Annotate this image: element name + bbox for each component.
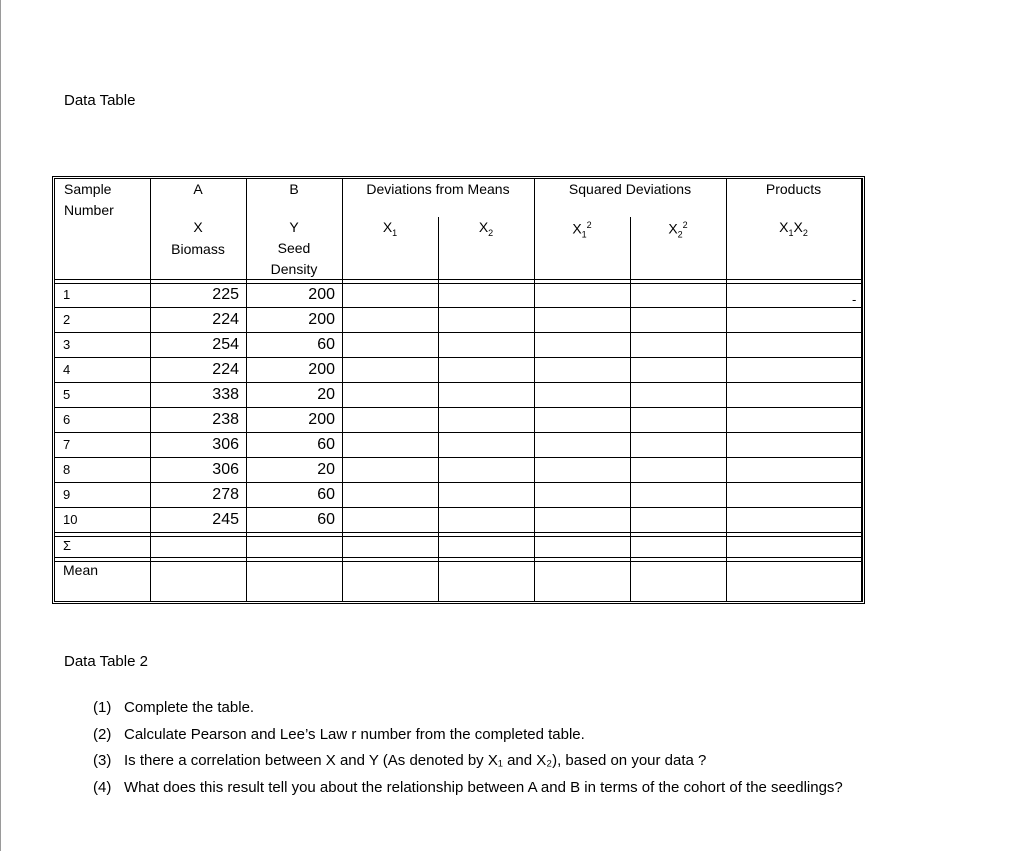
row-index: 9 <box>63 487 71 502</box>
value-a: 254 <box>212 336 239 353</box>
header-a: A <box>193 181 203 197</box>
questions-list <box>93 695 843 801</box>
row-index: 4 <box>63 362 71 377</box>
row-line <box>55 557 862 562</box>
header-b: B <box>289 181 299 197</box>
value-b: 60 <box>317 486 335 503</box>
col-line <box>861 179 862 601</box>
header-squared: Squared Deviations <box>568 181 692 197</box>
value-a: 238 <box>212 411 239 428</box>
row-index: 8 <box>63 462 71 477</box>
header-a-x: X <box>193 219 203 235</box>
header-products: Products <box>765 181 822 197</box>
header-dev-x2: $X_2$ <box>478 219 494 238</box>
header-deviations: Deviations from Means <box>366 181 510 197</box>
page-left-border <box>0 0 1 851</box>
question-item: (2) Calculate Pearson and Lee’s Law r number from the completed table. <box>93 725 585 743</box>
value-b: 60 <box>317 336 335 353</box>
header-a-biomass: Biomass <box>171 241 225 257</box>
header-prod-x1x2: $X_1X_2$ <box>779 219 808 238</box>
header-sample-number: Sample Number <box>64 181 114 218</box>
table-caption: Data Table 2 <box>64 653 148 670</box>
value-b: 20 <box>317 461 335 478</box>
row-index: 2 <box>63 312 71 327</box>
row-line <box>55 532 862 537</box>
data-table <box>52 176 865 604</box>
page-title: Data Table <box>64 92 136 109</box>
value-b: 200 <box>308 361 335 378</box>
value-a: 278 <box>212 486 239 503</box>
value-a: 306 <box>212 436 239 453</box>
value-a: 306 <box>212 461 239 478</box>
header-sq-x2: $X_2^2$ <box>668 220 688 240</box>
question-item: (1) Complete the table. <box>93 699 255 716</box>
col-line <box>246 179 247 601</box>
header-b-seed-density: Seed Density <box>270 240 318 277</box>
mean-label: Mean <box>63 562 99 578</box>
header-sq-x1: $X_1^2$ <box>572 220 592 240</box>
value-b: 200 <box>308 411 335 428</box>
header-b-y: Y <box>289 219 299 235</box>
value-b: 20 <box>317 386 335 403</box>
sub-col-line <box>630 279 631 601</box>
sum-label: Σ <box>63 538 72 553</box>
row-index: 7 <box>63 437 71 452</box>
row-index: 10 <box>63 512 78 527</box>
value-b: 60 <box>317 511 335 528</box>
value-a: 224 <box>212 361 239 378</box>
row-index: 5 <box>63 387 71 402</box>
value-b: 60 <box>317 436 335 453</box>
value-a: 338 <box>212 386 239 403</box>
value-a: 225 <box>212 286 239 303</box>
row-index: 3 <box>63 337 71 352</box>
value-a: 245 <box>212 511 239 528</box>
sub-col-line <box>438 279 439 601</box>
row-index: 1 <box>63 287 71 302</box>
products-mark: - <box>852 292 857 307</box>
row-index: 6 <box>63 412 71 427</box>
header-dev-x1: $X_1$ <box>382 219 398 238</box>
value-a: 224 <box>212 311 239 328</box>
question-item: (3) Is there a correlation between X and Y (As denoted by X₁ and X₂), based on your data ? <box>93 752 707 769</box>
question-item: (4) What does this result tell you about the relationship between A and B in terms of the cohort of the seedlings? <box>93 778 843 796</box>
value-b: 200 <box>308 286 335 303</box>
value-b: 200 <box>308 311 335 328</box>
